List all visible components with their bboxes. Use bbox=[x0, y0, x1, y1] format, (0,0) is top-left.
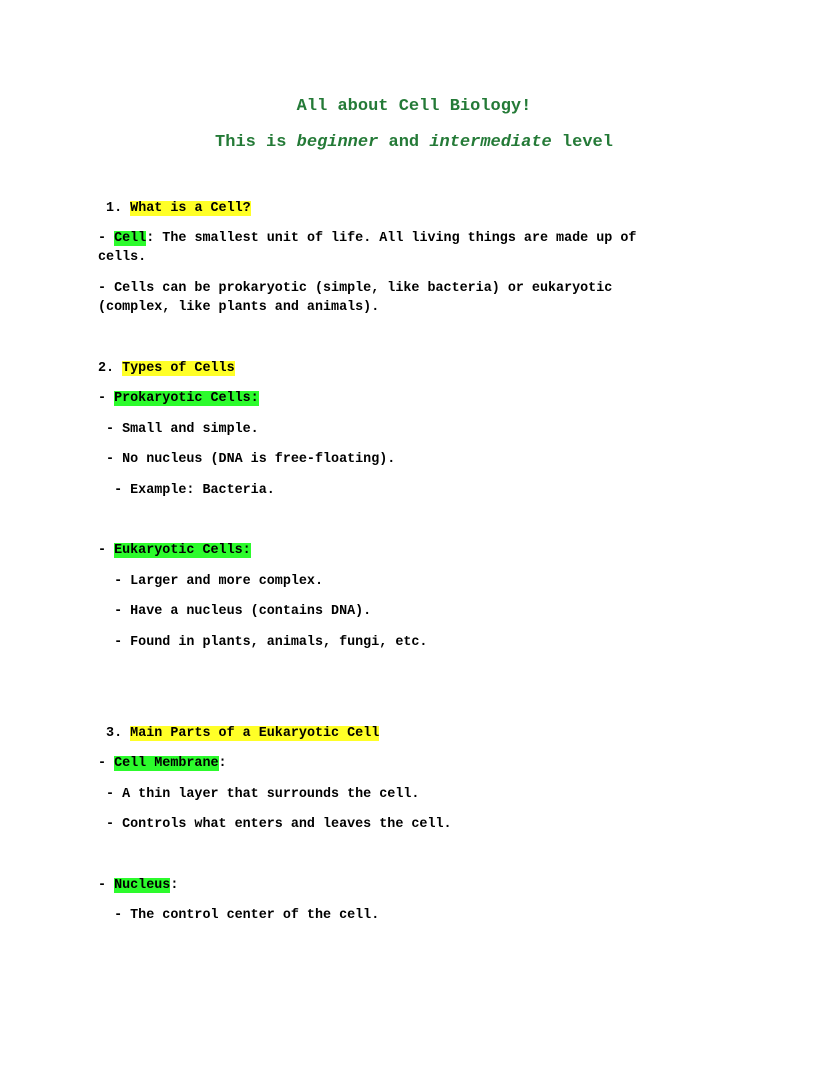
nucleus-suffix: : bbox=[170, 878, 179, 893]
list-item: - A thin layer that surrounds the cell. bbox=[98, 787, 420, 802]
term-cell-membrane: Cell Membrane bbox=[114, 756, 219, 771]
list-item: - Controls what enters and leaves the cell. bbox=[98, 817, 452, 832]
list-item: - Small and simple. bbox=[98, 422, 259, 437]
membrane-suffix: : bbox=[218, 756, 227, 771]
section1-line1-cont: cells. bbox=[98, 250, 147, 265]
eukaryotic-label-line bbox=[98, 541, 251, 560]
term-prokaryotic: Prokaryotic Cells: bbox=[114, 391, 259, 406]
section2-heading-text: Types of Cells bbox=[122, 361, 235, 376]
section1-line2: - Cells can be prokaryotic (simple, like bacteria) or eukaryotic bbox=[98, 281, 613, 296]
list-item: - Example: Bacteria. bbox=[98, 483, 275, 498]
subtitle-intermediate: intermediate bbox=[429, 133, 552, 152]
membrane-label-line bbox=[98, 754, 227, 773]
section1-heading bbox=[98, 199, 251, 218]
document-subtitle bbox=[0, 132, 828, 154]
section3-heading-text: Main Parts of a Eukaryotic Cell bbox=[130, 726, 380, 741]
section3-number: 3. bbox=[98, 726, 131, 741]
subtitle-beginner: beginner bbox=[296, 133, 379, 152]
term-cell: Cell bbox=[114, 231, 147, 246]
list-item: - No nucleus (DNA is free-floating). bbox=[98, 452, 396, 467]
list-item: - Found in plants, animals, fungi, etc. bbox=[98, 635, 428, 650]
nucleus-prefix: - bbox=[98, 878, 115, 893]
section1-line2-cont: (complex, like plants and animals). bbox=[98, 300, 380, 315]
term-eukaryotic: Eukaryotic Cells: bbox=[114, 543, 251, 558]
section1-heading-text: What is a Cell? bbox=[130, 201, 251, 216]
section1-line1 bbox=[98, 229, 636, 248]
eukaryotic-prefix: - bbox=[98, 543, 115, 558]
membrane-prefix: - bbox=[98, 756, 115, 771]
section3-heading bbox=[98, 724, 379, 743]
section1-line1-rest: : The smallest unit of life. All living things are made up of bbox=[146, 231, 637, 246]
nucleus-label-line bbox=[98, 876, 178, 895]
list-item: - Have a nucleus (contains DNA). bbox=[98, 604, 372, 619]
subtitle-part1: This is bbox=[215, 133, 297, 152]
subtitle-part2: and bbox=[378, 133, 430, 152]
prokaryotic-prefix: - bbox=[98, 391, 115, 406]
list-item: - The control center of the cell. bbox=[98, 908, 380, 923]
list-item: - Larger and more complex. bbox=[98, 574, 323, 589]
section1-line1-prefix: - bbox=[98, 231, 115, 246]
section2-heading bbox=[98, 359, 235, 378]
section2-number: 2. bbox=[98, 361, 123, 376]
subtitle-part3: level bbox=[551, 133, 613, 152]
term-nucleus: Nucleus bbox=[114, 878, 171, 893]
prokaryotic-label-line bbox=[98, 389, 259, 408]
document-title: All about Cell Biology! bbox=[296, 97, 532, 116]
section1-number: 1. bbox=[98, 201, 131, 216]
